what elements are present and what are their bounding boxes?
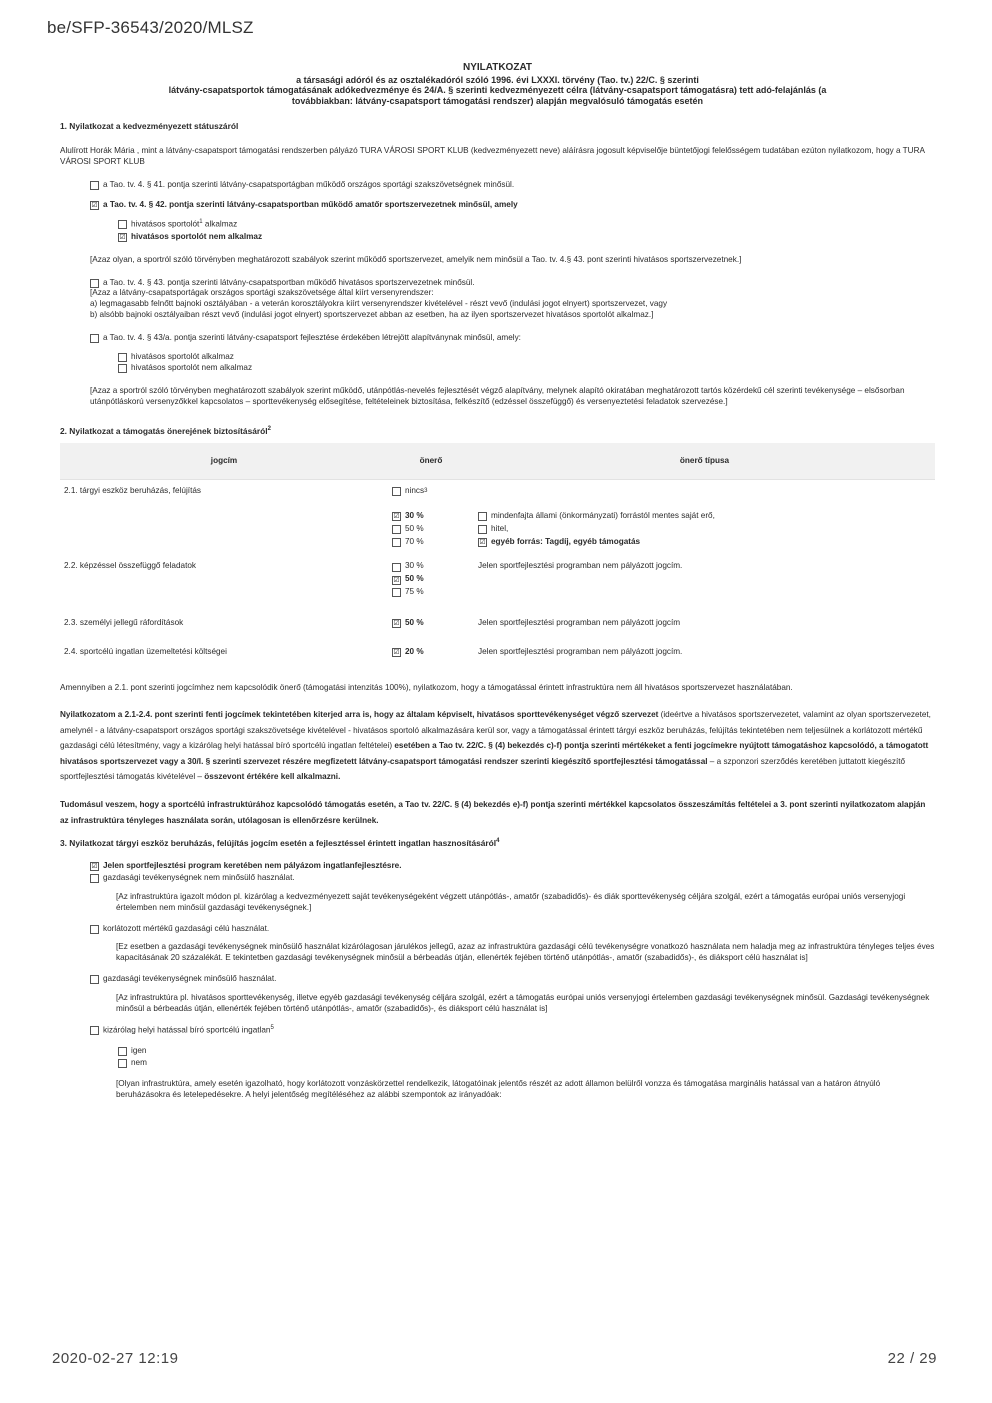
s3-option-4a[interactable] bbox=[60, 1046, 935, 1057]
s1-option-3-note-line: b) alsóbb bajnoki osztályaiban részt vevő (indulási jogot elnyert) sportszervezet abban az esetben, ha az ilyen sportszervezet hivatásos sportolót alkalmaz.] bbox=[90, 310, 654, 319]
option-nincs[interactable] bbox=[392, 486, 470, 497]
checkbox-empty[interactable] bbox=[392, 525, 401, 534]
s3-option-1-note: [Az infrastruktúra igazolt módon pl. kizárólag a kedvezményezett saját tevékenységeként végzett utánpótlás-, amatőr (szabadidős)- és diák sporttevékenység céljára szolgál, ezért a támogatás európai uniós versenyjogi értelemben nem minősül gazdasági tevékenységnek.] bbox=[116, 891, 906, 912]
option-label: hitel, bbox=[491, 523, 509, 533]
option-20[interactable] bbox=[392, 647, 470, 658]
row-label: 2.3. személyi jellegű ráfordítások bbox=[64, 617, 184, 627]
checkbox-checked[interactable]: ☑ bbox=[393, 649, 400, 657]
option-50[interactable] bbox=[392, 574, 470, 585]
checkbox-empty[interactable] bbox=[90, 975, 99, 984]
option-label: 50 % bbox=[405, 574, 424, 584]
checkbox-empty[interactable] bbox=[90, 874, 99, 883]
checkbox-checked[interactable]: ☑ bbox=[393, 576, 400, 584]
option-label: nincs bbox=[405, 486, 425, 496]
table-row bbox=[60, 480, 935, 505]
s1-option-2[interactable] bbox=[60, 200, 935, 211]
s3-option-4[interactable] bbox=[60, 1025, 935, 1037]
s3-option-4b[interactable] bbox=[60, 1058, 935, 1069]
s3-option-4-label bbox=[103, 1025, 274, 1037]
para-normal: (ideértve a hivatásos sportszervezetet, valamint az olyan sportszervezetet, amelynél - a látvány-csapatsport országos sportági szakszövetsége kivételével - hivatásos sportoló alkalmazására kerül sor, vagy a támogatással érintett tárgyi eszköz beruházás, felújítás tekintetében nem teljesülnek a korlátozott mértékű gazdasági célú létesítmény, vagy a kizárólag helyi hatással bíró sportcélú ingatlan feltételei) bbox=[60, 710, 931, 751]
s3-option-3-label: gazdasági tevékenységnek minősülő használat. bbox=[103, 974, 277, 984]
col-header-onero-tipusa: önerő típusa bbox=[474, 443, 935, 480]
row-value bbox=[388, 637, 474, 666]
s1-option-2b[interactable] bbox=[60, 232, 935, 243]
checkbox-empty[interactable] bbox=[392, 563, 401, 572]
s3-option-2[interactable] bbox=[60, 924, 935, 935]
s1-option-1-label: a Tao. tv. 4. § 41. pontja szerinti látvány-csapatsportágban működő országos sportági szakszövetségnek minősül. bbox=[103, 179, 515, 189]
table-row bbox=[60, 606, 935, 637]
row-type: Jelen sportfejlesztési programban nem pályázott jogcím. bbox=[478, 646, 683, 656]
col-header-onero: önerő bbox=[388, 443, 474, 480]
row-type bbox=[474, 480, 935, 505]
option-30[interactable] bbox=[392, 561, 470, 572]
checkbox-checked[interactable]: ☑ bbox=[119, 233, 126, 241]
s1-option-2a-text: hivatásos sportolót bbox=[131, 220, 200, 230]
section-3-heading bbox=[60, 838, 935, 849]
checkbox-empty[interactable] bbox=[118, 364, 127, 373]
type-option[interactable] bbox=[478, 524, 931, 535]
document-subtitle bbox=[60, 75, 935, 107]
checkbox-checked[interactable]: ☑ bbox=[91, 202, 98, 210]
type-option[interactable] bbox=[478, 511, 931, 522]
s3-option-4b-label: nem bbox=[131, 1057, 147, 1067]
para-bold: esetében a Tao tv. 22/C. § (4) bekezdés c)-f) pontja szerinti mértékeket a fenti jogcímekre nyújtott támogatáshoz kapcsolódó, a támogatott hivatásos sportszervezet vagy a 30/I. § szerinti szervezet részére megfizetett látvány-csapatsport támogatási rendszer szerinti kiegészítő sportfejlesztési támogatással bbox=[60, 741, 929, 766]
checkbox-empty[interactable] bbox=[90, 279, 99, 288]
s1-option-4[interactable] bbox=[60, 333, 935, 344]
checkbox-empty[interactable] bbox=[90, 925, 99, 934]
option-50[interactable] bbox=[392, 618, 470, 629]
s1-option-2a-tail: alkalmaz bbox=[202, 220, 238, 230]
option-75[interactable] bbox=[392, 587, 470, 598]
para-bold: összevont értékére kell alkalmazni. bbox=[204, 772, 341, 782]
s1-option-3-note-line: [Azaz a látvány-csapatsportágak országos sportági szakszövetsége által kiírt versenyrendszer: bbox=[90, 288, 434, 298]
option-50[interactable] bbox=[392, 524, 470, 535]
option-label: 30 % bbox=[405, 510, 424, 520]
table-row bbox=[60, 637, 935, 666]
section-2-para-2 bbox=[60, 707, 935, 785]
checkbox-empty[interactable] bbox=[392, 487, 401, 496]
checkbox-checked[interactable]: ☑ bbox=[479, 538, 486, 546]
s1-option-4-label: a Tao. tv. 4. § 43/a. pontja szerinti látvány-csapatsport fejlesztése érdekében létrejött alapítványnak minősül, amely: bbox=[103, 332, 521, 342]
document-title: NYILATKOZAT bbox=[462, 62, 533, 73]
row-value bbox=[388, 606, 474, 637]
row-value bbox=[388, 555, 474, 605]
row-label: 2.2. képzéssel összefüggő feladatok bbox=[64, 561, 196, 571]
checkbox-checked[interactable]: ☑ bbox=[393, 513, 400, 521]
s3-option-4a-label: igen bbox=[131, 1046, 147, 1056]
s3-option-1[interactable] bbox=[60, 873, 935, 884]
option-label: 70 % bbox=[405, 536, 424, 546]
checkbox-empty[interactable] bbox=[392, 588, 401, 597]
s1-option-4-note: [Azaz a sportról szóló törvényben meghatározott szabályok szerint működő, utánpótlás-nevelés fejlesztését végző alapítvány, melynek alapító okiratában meghatározott tartós közérdekű cél szerinti tevékenysége – elsősorban utánpótláskorú versenyzőkkel kapcsolatos – sporttevékenység elősegítése, feltételeinek biztosítása, felkészítő (edzéssel összefüggő) és versenyeztetési feladatok szervezése.] bbox=[90, 386, 905, 407]
checkbox-checked[interactable]: ☑ bbox=[91, 863, 98, 871]
s1-option-2b-label: hivatásos sportolót nem alkalmaz bbox=[131, 231, 263, 241]
subtitle-line-2: látvány-csapatsportok támogatásának adókedvezménye és 24/A. § szerinti kedvezményezett célra (látvány-csapatsport támogatásra) tett adó-felajánlás (a bbox=[168, 85, 827, 96]
option-label: egyéb forrás: Tagdíj, egyéb támogatás bbox=[491, 536, 641, 546]
s1-option-4a[interactable] bbox=[60, 352, 935, 363]
s1-option-3-label: a Tao. tv. 4. § 43. pontja szerinti látvány-csapatsportban működő hivatásos sportszervezetnek minősül. bbox=[103, 277, 475, 287]
option-label: 20 % bbox=[405, 646, 424, 656]
s1-option-2a-label bbox=[131, 219, 237, 231]
para-bold: Nyilatkozatom a 2.1-2.4. pont szerinti fenti jogcímek tekintetében kiterjed arra is, hogy az általam képviselt, hivatásos sporttevékenységet végző szervezet bbox=[60, 710, 659, 720]
checkbox-empty[interactable] bbox=[90, 334, 99, 343]
s1-option-4b-label: hivatásos sportolót nem alkalmaz bbox=[131, 363, 253, 373]
checkbox-checked[interactable]: ☑ bbox=[393, 620, 400, 628]
section-2-heading-text: 2. Nyilatkozat a támogatás önerejének biztosításáról bbox=[60, 425, 268, 436]
page-number: 22 / 29 bbox=[887, 1350, 937, 1367]
option-label: 75 % bbox=[405, 587, 424, 597]
option-label: mindenfajta állami (önkormányzati) forrástól mentes saját erő, bbox=[491, 510, 715, 520]
footnote-ref: 2 bbox=[267, 426, 271, 433]
row-value bbox=[388, 480, 474, 505]
s3-option-0[interactable] bbox=[60, 861, 935, 872]
option-30[interactable] bbox=[392, 511, 470, 522]
subtitle-line-1: a társasági adóról és az osztalékadóról szóló 1996. évi LXXXI. törvény (Tao. tv.) 22/C. § szerinti bbox=[296, 74, 699, 85]
footnote-ref: 1 bbox=[199, 219, 203, 226]
s3-option-4-text: kizárólag helyi hatással bíró sportcélú ingatlan bbox=[103, 1025, 271, 1035]
s1-option-3-note-line: a) legmagasabb felnőtt bajnoki osztályában - a veterán korosztályokra kiírt versenyrendszer kivételével - részt vevő (indulási jogot elnyert) sportszervezet, vagy bbox=[90, 299, 668, 309]
row-value bbox=[388, 505, 474, 555]
checkbox-empty[interactable] bbox=[118, 220, 127, 229]
section-1-heading: 1. Nyilatkozat a kedvezményezett státuszáról bbox=[60, 120, 239, 131]
row-type: Jelen sportfejlesztési programban nem pályázott jogcím bbox=[478, 617, 681, 627]
checkbox-empty[interactable] bbox=[118, 1059, 127, 1068]
s1-option-3[interactable] bbox=[60, 278, 935, 289]
option-label: 50 % bbox=[405, 617, 424, 627]
row-label: 2.1. tárgyi eszköz beruházás, felújítás bbox=[64, 486, 201, 496]
section-2-para-3: Tudomásul veszem, hogy a sportcélú infrastruktúrához kapcsolódó támogatás esetén, a Tao tv. 22/C. § (4) bekezdés e)-f) pontja szerinti mértékkel kapcsolatos összeszámítás feltételei a 3. pont szerinti nyilatkozatom alapján az infrastruktúra tényleges használata során, utólagosan is ellenőrzésre kerülnek. bbox=[60, 799, 926, 825]
s3-option-1-label: gazdasági tevékenységnek nem minősülő használat. bbox=[103, 873, 295, 883]
checkbox-empty[interactable] bbox=[118, 1047, 127, 1056]
footnote-ref: 3 bbox=[424, 487, 428, 494]
s1-option-3-note bbox=[60, 288, 935, 320]
col-header-jogcim: jogcím bbox=[60, 443, 388, 480]
s3-option-4-note: [Olyan infrastruktúra, amely esetén igazolható, hogy korlátozott vonzáskörzettel rendelkezik, látogatóinak jelentős részét az adott államon belülről vonzza és támogatása marginális hatással van a határon átnyúló beruházásokra és letelepedésekre. A helyi jelentőség megítéléséhez az alábbi szempontok az irányadóak: bbox=[116, 1078, 881, 1099]
checkbox-empty[interactable] bbox=[118, 353, 127, 362]
s1-option-4a-label: hivatásos sportolót alkalmaz bbox=[131, 351, 234, 361]
s1-option-2-note: [Azaz olyan, a sportról szóló törvényben meghatározott szabályok szerint működő sportszervezet, amelyik nem minősül a Tao. tv. 4.§ 43. pont szerinti hivatásos sportszervezetnek.] bbox=[90, 254, 742, 264]
s1-option-2a[interactable] bbox=[60, 219, 935, 231]
s3-option-0-label: Jelen sportfejlesztési program keretében nem pályázom ingatlanfejlesztésre. bbox=[103, 861, 402, 871]
checkbox-empty[interactable] bbox=[90, 181, 99, 190]
table-header-row bbox=[60, 443, 935, 480]
self-contribution-table bbox=[60, 443, 935, 665]
subtitle-line-3: továbbiakban: látvány-csapatsport támogatási rendszer) alapján megvalósuló támogatás esetén bbox=[291, 96, 704, 107]
section-1-intro: Alulírott Horák Mária , mint a látvány-csapatsport támogatási rendszerben pályázó TURA VÁROSI SPORT KLUB (kedvezményezett neve) aláírásra jogosult képviselője büntetőjogi felelősségem tudatában ezúton nyilatkozom, hogy a TURA VÁROSI SPORT KLUB bbox=[60, 145, 925, 166]
document-id: be/SFP-36543/2020/MLSZ bbox=[47, 18, 254, 37]
footnote-ref: 4 bbox=[496, 838, 500, 845]
s1-option-4b[interactable] bbox=[60, 363, 935, 374]
row-label: 2.4. sportcélú ingatlan üzemeltetési költségei bbox=[64, 646, 227, 656]
s3-option-2-note: [Ez esetben a gazdasági tevékenységnek minősülő használat kizárólagosan járulékos jellegű, azaz az infrastruktúra gazdasági célú tevékenységre vonatkozó használata nem haladja meg az infrastruktúra tényleges teljes éves kapacitásának 20 százalékát. E tekintetben gazdasági tevékenységnek minősül a bérbeadás útján, ellenérték fejében történő utánpótlás-, amatőr (szabadidős)-, és diáksport célú használat is] bbox=[116, 942, 935, 963]
footnote-ref: 5 bbox=[270, 1024, 274, 1031]
row-type bbox=[474, 505, 935, 555]
s1-option-2-label: a Tao. tv. 4. § 42. pontja szerinti látvány-csapatsportban működő amatőr sportszervezetnek minősül, amely bbox=[103, 200, 518, 210]
section-3-heading-text: 3. Nyilatkozat tárgyi eszköz beruházás, felújítás jogcím esetén a fejlesztéssel érintett ingatlan hasznosításáról bbox=[60, 838, 497, 849]
type-option[interactable] bbox=[478, 537, 931, 548]
checkbox-empty[interactable] bbox=[478, 512, 487, 521]
s1-option-1[interactable] bbox=[60, 180, 935, 191]
declaration-page bbox=[60, 62, 935, 1100]
section-2-heading bbox=[60, 426, 935, 437]
section-2-para-1: Amennyiben a 2.1. pont szerinti jogcímhez nem kapcsolódik önerő (támogatási intenzitás 100%), nyilatkozom, hogy a támogatással érintett infrastruktúra nem áll hivatásos sportszervezet használatában. bbox=[60, 682, 793, 692]
table-row bbox=[60, 555, 935, 605]
option-label: 50 % bbox=[405, 523, 424, 533]
checkbox-empty[interactable] bbox=[478, 525, 487, 534]
checkbox-empty[interactable] bbox=[392, 538, 401, 547]
row-type: Jelen sportfejlesztési programban nem pályázott jogcím. bbox=[478, 561, 683, 571]
s3-option-3[interactable] bbox=[60, 974, 935, 985]
option-label: 30 % bbox=[405, 561, 424, 571]
print-timestamp: 2020-02-27 12:19 bbox=[52, 1350, 179, 1367]
s3-option-3-note: [Az infrastruktúra pl. hivatásos sporttevékenység, illetve egyéb gazdasági tevékenység céljára szolgál, ezért a támogatás európai uniós versenyjogi értelemben gazdasági tevékenységnek minősül. Gazdasági tevékenységnek minősül a bérbeadás útján, ellenérték fejében történő utánpótlás-, amatőr (szabadidős)-, és diáksport célú használat is] bbox=[116, 992, 930, 1013]
s3-option-2-label: korlátozott mértékű gazdasági célú használat. bbox=[103, 923, 270, 933]
option-70[interactable] bbox=[392, 537, 470, 548]
para-normal: – a szponzori szerződés keretében juttatott kiegészítő sportfejlesztési támogatás kivételével – bbox=[60, 756, 906, 782]
checkbox-empty[interactable] bbox=[90, 1026, 99, 1035]
